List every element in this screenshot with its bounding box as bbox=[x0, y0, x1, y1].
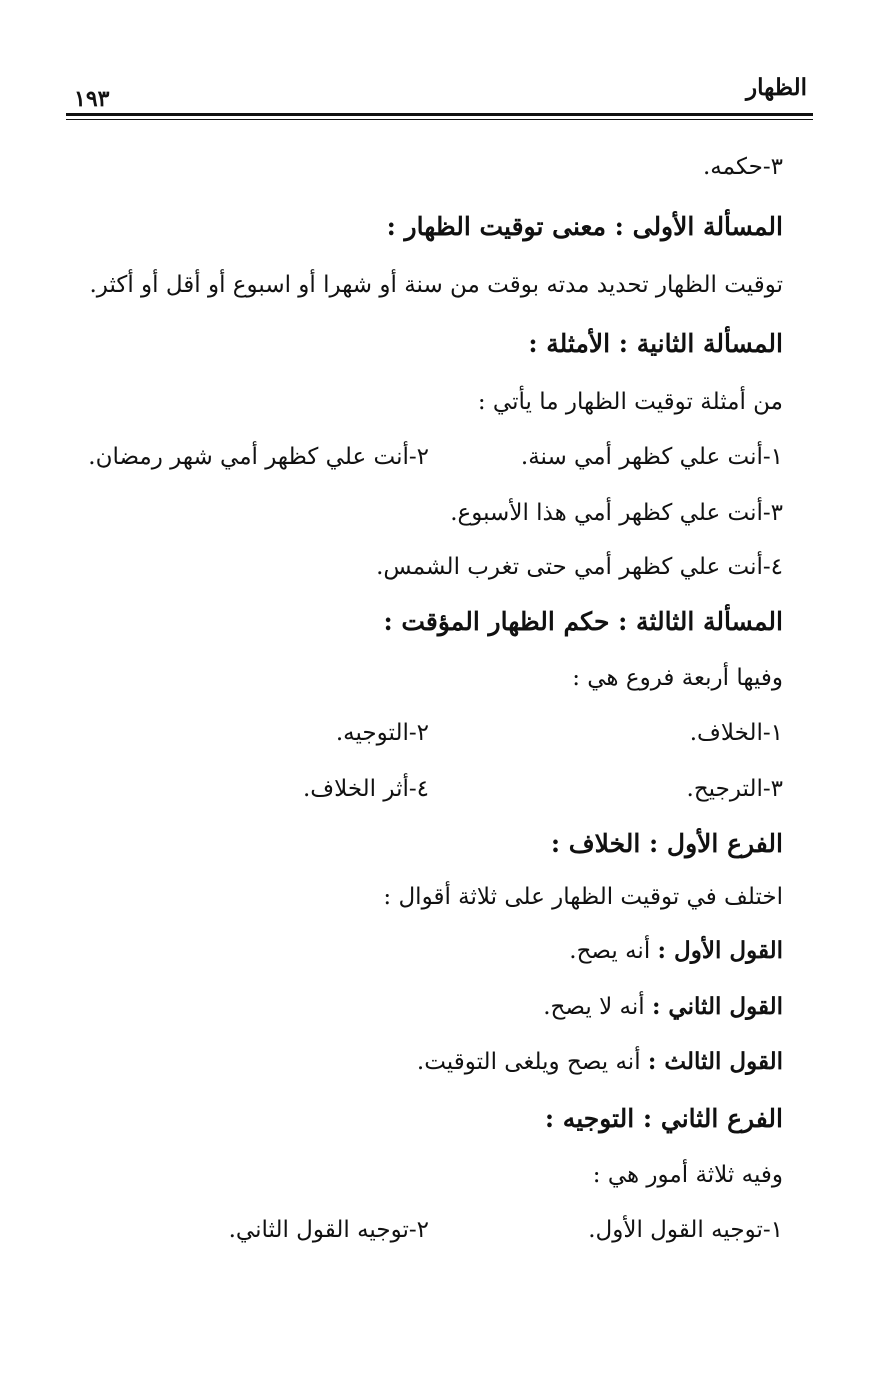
page-number: ١٩٣ bbox=[74, 86, 110, 112]
opinion-label: القول الأول : bbox=[657, 937, 783, 964]
list-item: ٢-توجيه القول الثاني. bbox=[228, 1217, 429, 1243]
header-rule-thin bbox=[66, 119, 813, 120]
example-item: ٢-أنت علي كظهر أمي شهر رمضان. bbox=[88, 444, 429, 470]
paragraph: وفيه ثلاثة أمور هي : bbox=[592, 1162, 783, 1188]
example-item: ٤-أنت علي كظهر أمي حتى تغرب الشمس. bbox=[376, 554, 783, 580]
list-item: ٤-أثر الخلاف. bbox=[302, 776, 429, 802]
opinion-text: أنه يصح ويلغى التوقيت. bbox=[416, 1049, 641, 1075]
section-heading: الفرع الثاني : التوجيه : bbox=[544, 1104, 783, 1133]
list-item: ٣-الترجيح. bbox=[686, 776, 783, 802]
opinion-text: أنه يصح. bbox=[569, 938, 651, 964]
section-heading: المسألة الأولى : معنى توقيت الظهار : bbox=[386, 212, 783, 241]
example-item: ١-أنت علي كظهر أمي سنة. bbox=[520, 444, 783, 470]
header-rule-thick bbox=[66, 113, 813, 116]
paragraph: توقيت الظهار تحديد مدته بوقت من سنة أو شهرا أو اسبوع أو أقل أو أكثر. bbox=[89, 272, 783, 298]
opinion-line bbox=[569, 934, 783, 968]
section-heading: الفرع الأول : الخلاف : bbox=[550, 829, 783, 858]
opinion-label: القول الثاني : bbox=[651, 993, 783, 1020]
paragraph: من أمثلة توقيت الظهار ما يأتي : bbox=[477, 389, 783, 415]
opinion-text: أنه لا يصح. bbox=[543, 994, 645, 1020]
opinion-label: القول الثالث : bbox=[647, 1048, 783, 1075]
example-item: ٣-أنت علي كظهر أمي هذا الأسبوع. bbox=[450, 500, 783, 526]
section-heading: المسألة الثالثة : حكم الظهار المؤقت : bbox=[383, 607, 783, 636]
list-item: ١-الخلاف. bbox=[689, 720, 783, 746]
list-item: ٢-التوجيه. bbox=[335, 720, 429, 746]
opinion-line bbox=[543, 990, 783, 1024]
list-item: ٣-حكمه. bbox=[703, 154, 783, 180]
list-item: ١-توجيه القول الأول. bbox=[588, 1217, 783, 1243]
section-heading: المسألة الثانية : الأمثلة : bbox=[528, 329, 783, 358]
running-header-title: الظهار bbox=[746, 74, 807, 101]
paragraph: اختلف في توقيت الظهار على ثلاثة أقوال : bbox=[383, 884, 783, 910]
opinion-line bbox=[417, 1045, 783, 1079]
paragraph: وفيها أربعة فروع هي : bbox=[572, 665, 783, 691]
